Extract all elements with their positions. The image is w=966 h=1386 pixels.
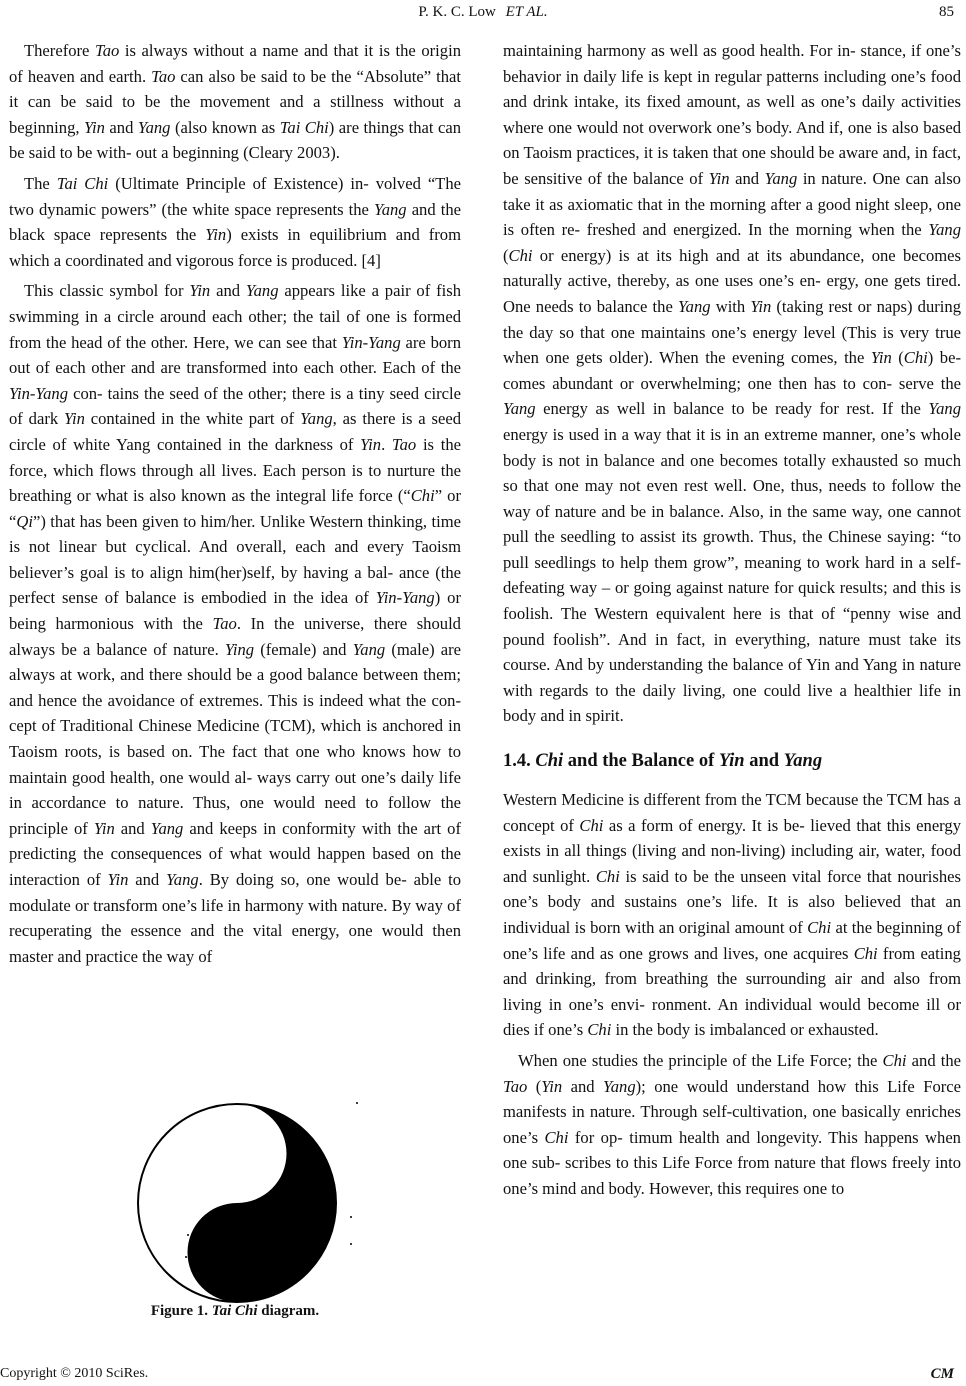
page-number: 85 [939,4,954,20]
yin-yang-icon [129,1093,361,1303]
left-column-body [9,38,461,969]
yin-seed-dot [223,1239,251,1267]
footer-copyright: Copyright © 2010 SciRes. [0,1366,149,1381]
section-number: 1.4. [503,751,531,772]
yang-seed-dot [223,1140,251,1168]
section-word-yang: Yang [783,751,823,772]
section-word-chi: Chi [535,751,564,772]
section-word-and: and [749,751,780,772]
right-bottom-paragraph-1: Western Medicine is different from the TCM because the TCM has a concept of Chi as a form of energy. It is be- lieved that this energy exists in all things (living and non-living) including air, water, food and sunlight. Chi is said to be the unseen vital force that nourishes one’s body and sustains one’s life. It is also believed that an individual is born with an original amount of Chi at the beginning of one’s life and as one grows and lives, one acquires Chi from eating and drinking, from breathing the surrounding air and also from living in one’s envi- ronment. An individual would become ill or dies if one’s Chi in the body is imbalanced or exhausted. [503,790,962,1040]
right-top-paragraph-1: maintaining harmony as well as good health. For in- stance, if one’s behavior in daily life is kept in regular patterns including one’s food and drink intake, its fixed amount, as well as one’s daily activities where one would not overwork one’s body. And if, one is also based on Taoism practices, it is taken that one should be aware and, in fact, be sensitive of the balance of Yin and Yang in nature. One can also take it as axiomatic that in the morning after a good night sleep, one is often re- freshed and energized. In the morning when the Yang (Chi or energy) is at its high and at its abundance, one becomes naturally active, thereby, as one uses one’s en- ergy, one gets tired. One needs to balance the Yang with Yin (taking rest or naps) during the day so that one maintains one’s energy level (This is very true when one gets older). When the evening comes, the Yin (Chi) be- comes abundant or overwhelming; one then has to con- serve the Yang energy as well in balance to be ready for rest. If the Yang energy is used in a way that it is in an extreme manner, one’s whole body is not in balance and one becomes totally exhausted so much so that one may not even rest well. One, thus, needs to follow the way of nature and be in balance. Also, in the same way, one cannot pull the seedling to assist its growth. Thus, the Chinese saying: “to pull seedlings to help them grow”, meaning to work hard in a self-defeating way – or going against nature for quick results; and this is foolish. The Western equivalent here is that of “penny wise and pound foolish”. And in fact, in everything, nature must take its course. And by understanding the balance of Yin and Yang in nature with regards to the daily living, one could live a healthier life in body and in spirit. [503,41,961,726]
running-head-authors: P. K. C. Low [418,4,496,20]
right-column-body-top [503,38,961,729]
figure-1 [9,1093,461,1343]
section-word-yin: Yin [718,751,745,772]
right-column [503,38,961,1202]
left-paragraph-2: The Tai Chi (Ultimate Principle of Existence) in- volved “The two dynamic powers” (the white space represents the Yang and the black space represents the Yin) exists in equilibrium and from which a coordinated and vigorous force is produced. [4] [9,173,461,270]
figure-caption [9,1303,461,1320]
section-heading-1-4 [503,749,961,773]
running-head [0,2,966,22]
right-column-body-bottom [503,787,961,1202]
right-bottom-paragraph-2: When one studies the principle of the Life Force; the Chi and the Tao (Yin and Yang); one would understand how this Life Force manifests in nature. Through self-cultivation, one basically enriches one’s Chi for op- timum health and longevity. This happens when one sub- scribes to this Life Force from nature that flows freely into one’s mind and body. However, this requires one to [503,1050,962,1198]
figure-caption-prefix: Figure 1. [150,1303,209,1319]
section-word-balance: and the Balance of [567,751,715,772]
footer-journal: CM [930,1366,954,1382]
left-paragraph-3: This classic symbol for Yin and Yang appears like a pair of fish swimming in a circle around each other; the tail of one is formed from the head of the other. Here, we can see that Yin-Yang are born out of each other and are transformed into each other. Each of the Yin-Yang con- tains the seed of the other; there is a tiny seed circle of dark Yin contained in the white part of Yang, as there is a seed circle of white Yang contained in the darkness of Yin. Tao is the force, which flows through all lives. Each person is to nurture the breathing or what is also known as the integral life force (“Chi” or “Qi”) that has been given to him/her. Unlike Western thinking, time is not linear but cyclical. And overall, each and every Taoism believer’s goal is to align him(her)self, by having a bal- ance (the perfect sense of balance is embodied in the idea of Yin-Yang) or being harmonious with the Tao. In the universe, there should always be a balance of nature. Ying (female) and Yang (male) are always at work, and there should be a good balance between them; and hence the avoidance of extremes. This is indeed what the con- cept of Traditional Chinese Medicine (TCM), which is anchored in Taoism roots, is based on. The fact that one who knows how to maintain good health, one would al- ways carry out one’s daily life in accordance to nature. Thus, one would need to follow the principle of Yin and Yang and keeps in conformity with the art of predicting the consequences of what would happen based on the interaction of Yin and Yang. By doing so, one would be- able to modulate or transform one’s life in harmony with nature. By way of recuperating the essence and the vital energy, one would then master and practice the way of [9,281,461,966]
figure-caption-italic: Tai Chi [211,1303,258,1319]
left-paragraph-1: Therefore Tao is always without a name and that it is the origin of heaven and earth. Tao can also be said to be the “Absolute” that it can be said to be the movement and a stillness without a beginning, Yin and Yang (also known as Tai Chi) are things that can be said to be with- out a beginning (Cleary 2003). [9,41,461,163]
left-column [9,38,461,969]
running-head-et-al: ET AL. [505,4,548,20]
figure-caption-suffix: diagram. [261,1303,320,1319]
